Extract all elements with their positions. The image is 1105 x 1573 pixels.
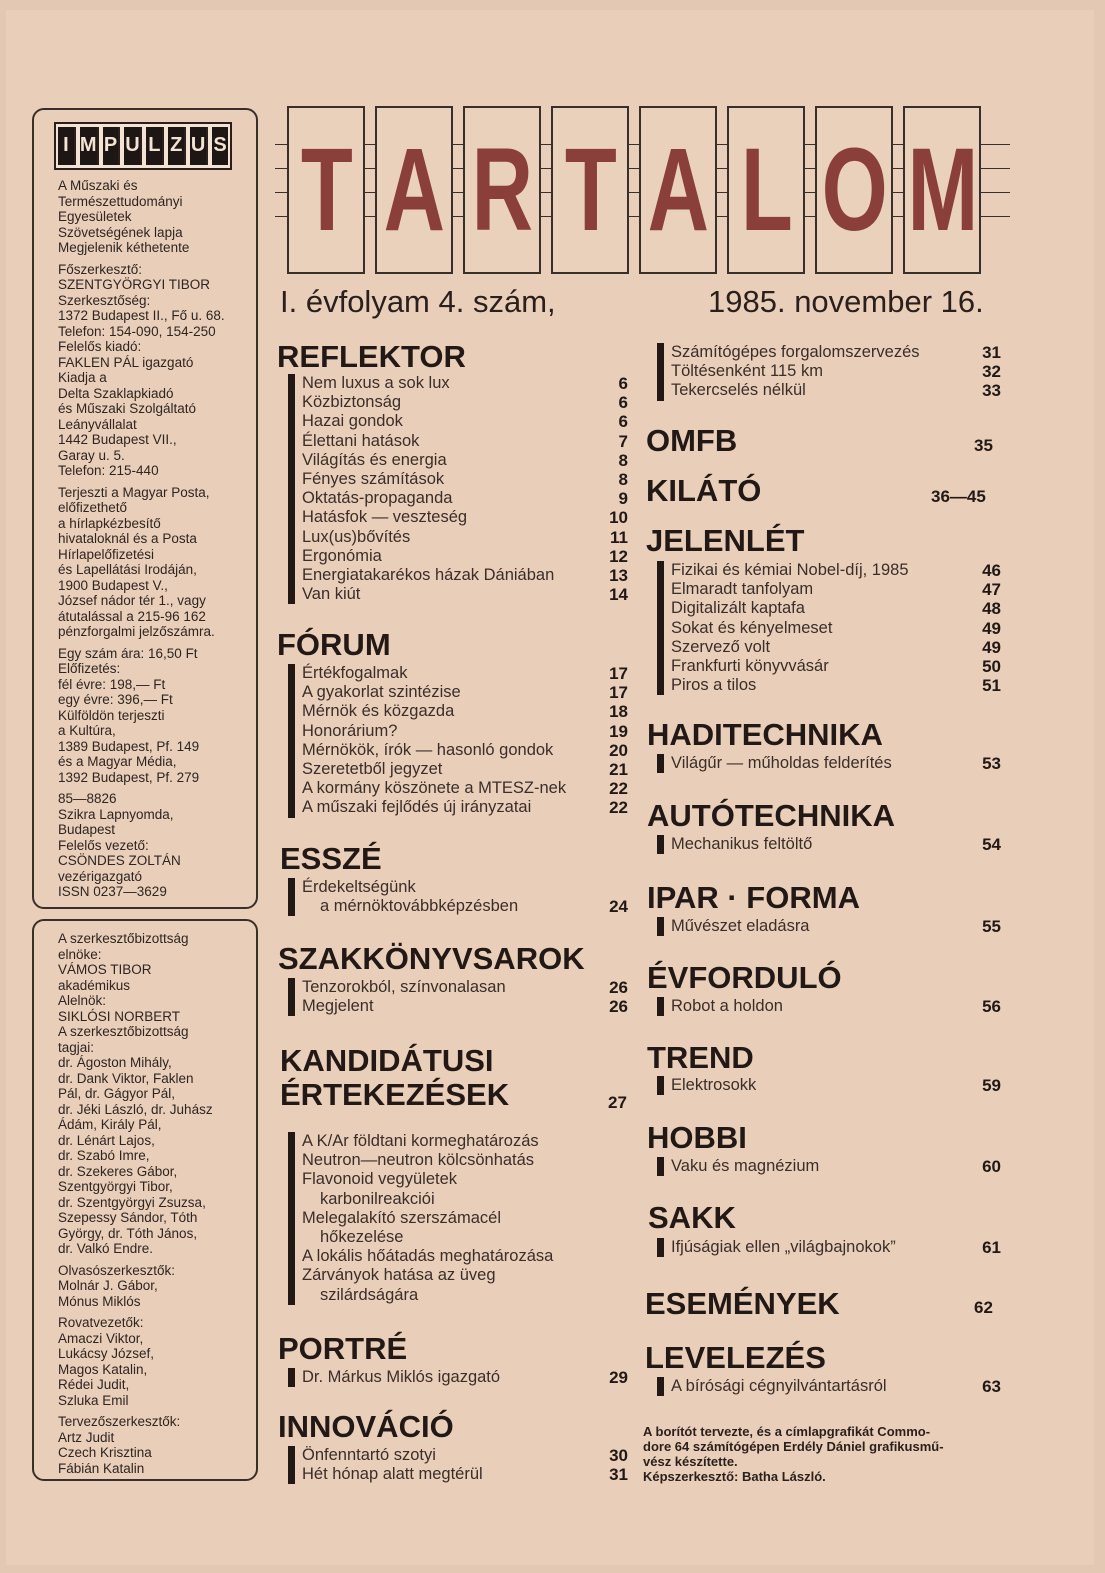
section-forum: FÓRUM <box>277 627 391 662</box>
toc-item[interactable]: Ifjúságiak ellen „világbajnokok” 61 <box>671 1238 1001 1257</box>
toc-item[interactable]: A gyakorlat szintézise 17 <box>302 683 628 703</box>
haditechnika-list <box>657 754 1001 773</box>
toc-item[interactable]: Zárványok hatása az üveg <box>302 1266 496 1285</box>
toc-item[interactable]: Ergonómia 12 <box>302 546 628 566</box>
title-letter: A <box>384 124 444 256</box>
toc-item[interactable]: Hatásfok — veszteség 10 <box>302 508 628 528</box>
toc-item[interactable]: Önfenntartó szotyi 30 <box>302 1446 628 1465</box>
credit-line: Képszerkesztő: Batha László. <box>643 1469 826 1484</box>
innovacio-list <box>288 1446 628 1484</box>
hobbi-list <box>657 1157 1001 1176</box>
page-number: 62 <box>974 1298 993 1317</box>
section-kandidatusi-2: ÉRTEKEZÉSEK <box>280 1077 510 1112</box>
toc-item[interactable]: Lux(us)bővítés 11 <box>302 527 628 547</box>
toc-item[interactable]: Nem luxus a sok lux 6 <box>302 374 628 393</box>
section-trend: TREND <box>647 1040 754 1075</box>
toc-item[interactable]: Mérnök és közgazda 18 <box>302 702 628 722</box>
board-box <box>32 919 258 1481</box>
kandidatusi-list <box>288 1132 628 1305</box>
toc-item[interactable]: Élettani hatások 7 <box>302 431 628 451</box>
toc-item[interactable]: A kormány köszönete a MTESZ-nek 22 <box>302 779 628 799</box>
toc-item[interactable]: A lokális hőátadás meghatározása <box>302 1247 554 1266</box>
title-letter: M <box>907 124 977 256</box>
section-levelezes: LEVELEZÉS <box>645 1340 826 1375</box>
impulzus-logo <box>54 122 232 170</box>
szakkonyv-list <box>288 978 628 1016</box>
toc-item[interactable]: Érdekeltségünk <box>302 878 416 896</box>
toc-item[interactable]: Hazai gondok 6 <box>302 412 628 432</box>
toc-item[interactable]: Világűr — műholdas felderítés 53 <box>671 754 1001 773</box>
title-tile <box>639 106 717 274</box>
toc-item[interactable]: A műszaki fejlődés új irányzatai 22 <box>302 798 628 818</box>
continued-list <box>657 343 1001 401</box>
toc-item[interactable]: Frankfurti könyvvásár 50 <box>671 657 1001 677</box>
section-evfordulo: ÉVFORDULÓ <box>647 960 842 995</box>
board-copy-editors: Olvasószerkesztők: Molnár J. Gábor, Mónus Miklós <box>58 1262 176 1309</box>
sakk-list <box>657 1238 1001 1257</box>
toc-item[interactable]: Vaku és magnézium 60 <box>671 1157 1001 1176</box>
section-szakkonyvsarok: SZAKKÖNYVSAROK <box>278 941 585 976</box>
logo-letter: I <box>58 127 76 165</box>
toc-item[interactable]: Megjelent 26 <box>302 997 628 1017</box>
section-reflektor: REFLEKTOR <box>277 339 466 374</box>
logo-letter: M <box>80 127 99 165</box>
logo-letter: S <box>212 127 228 165</box>
tartalom-title <box>275 106 1010 276</box>
title-letter: O <box>821 124 887 256</box>
board-members: A szerkesztőbizottság elnöke: VÁMOS TIBOR akadémikus Alelnök: SIKLÓSI NORBERT A szerkesztőbizottság tagjai: dr. Ágoston Mihály, dr. Dank Viktor, Faklen Pál, dr. Gágyor Pál, dr. Jéki László, dr. Juhász Ádám, Király Pál, dr. Lénárt Lajos, dr. Szabó Imre, dr. Szekeres Gábor, Szentgyörgyi Tibor, dr. Szentgyörgyi Zsuzsa, Szepessy Sándor, Tóth György, dr. Tóth János, dr. Valkó Endre. <box>58 931 213 1256</box>
issue-date: 1985. november 16. <box>708 284 984 319</box>
title-tile <box>815 106 893 274</box>
title-letter: A <box>648 124 708 256</box>
cover-credits <box>643 1424 1003 1484</box>
title-tile <box>551 106 629 274</box>
section-autotechnika: AUTÓTECHNIKA <box>647 798 895 833</box>
jelenlet-list <box>657 561 1001 695</box>
masthead-prices: Egy szám ára: 16,50 Ft Előfizetés: fél évre: 198,— Ft egy évre: 396,— Ft Külföldön terjeszti a Kultúra, 1389 Budapest, Pf. 149 és a Magyar Média, 1392 Budapest, Pf. 279 <box>58 645 200 785</box>
logo-letter: U <box>124 127 142 165</box>
masthead-printer: 85—8826 Szikra Lapnyomda, Budapest Felelős vezető: CSÖNDES ZOLTÁN vezérigazgató ISSN 0237—3629 <box>58 791 181 899</box>
title-letter: T <box>564 124 616 256</box>
toc-item[interactable]: Töltésenként 115 km 32 <box>671 362 1001 382</box>
section-portre: PORTRÉ <box>278 1331 408 1366</box>
toc-item[interactable]: Neutron—neutron kölcsönhatás <box>302 1151 535 1170</box>
logo-letter: Z <box>168 127 186 165</box>
toc-item[interactable]: Melegalakító szerszámacél <box>302 1208 501 1227</box>
toc-item[interactable]: Mérnökök, írók — hasonló gondok 20 <box>302 740 628 760</box>
section-innovacio: INNOVÁCIÓ <box>278 1409 454 1444</box>
section-haditechnika: HADITECHNIKA <box>647 717 883 752</box>
evfordulo-list <box>657 997 1001 1016</box>
logo-letter: L <box>146 127 164 165</box>
title-tile <box>903 106 981 274</box>
section-esemenyek: ESEMÉNYEK <box>645 1286 840 1321</box>
toc-item[interactable]: Digitalizált kaptafa 48 <box>671 599 1001 619</box>
page-number: 35 <box>974 436 993 455</box>
masthead-distribution: Terjeszti a Magyar Posta, előfizethető a hírlapkézbesítő hivataloknál és a Posta Hírlapelőfizetési és Lapellátási Irodáján, 1900 Budapest V., József nádor tér 1., vagy átutalással a 215-96 162 pénzforgalmi jelzőszámra. <box>58 484 215 639</box>
section-kandidatusi-1: KANDIDÁTUSI <box>280 1043 494 1078</box>
toc-item[interactable]: Mechanikus feltöltő 54 <box>671 835 1001 854</box>
levelezes-list <box>657 1377 1001 1396</box>
toc-item[interactable]: Közbiztonság 6 <box>302 393 628 413</box>
toc-item[interactable]: hőkezelése <box>320 1228 404 1247</box>
title-tile <box>463 106 541 274</box>
masthead-box <box>32 108 258 909</box>
section-essze: ESSZÉ <box>280 841 382 876</box>
credit-line: vész készítette. <box>643 1454 738 1469</box>
toc-item[interactable]: Flavonoid vegyületek <box>302 1170 458 1189</box>
title-tile <box>375 106 453 274</box>
toc-item[interactable]: Dr. Márkus Miklós igazgató 29 <box>302 1368 628 1387</box>
toc-item[interactable]: A K/Ar földtani kormeghatározás <box>302 1132 539 1150</box>
autotechnika-list <box>657 835 1001 854</box>
section-hobbi: HOBBI <box>647 1120 747 1155</box>
section-kilato: KILÁTÓ <box>646 473 762 508</box>
trend-list <box>657 1076 1001 1095</box>
toc-item[interactable]: Fényes számítások 8 <box>302 470 628 490</box>
reflektor-list <box>288 374 628 604</box>
page-number: 36—45 <box>931 487 986 506</box>
page-number: 27 <box>608 1093 627 1112</box>
toc-item[interactable]: Energiatakarékos házak Dániában 13 <box>302 566 628 586</box>
title-letter: R <box>472 124 532 256</box>
toc-item[interactable]: Fizikai és kémiai Nobel-díj, 1985 46 <box>671 561 1001 580</box>
section-ipar-forma: IPAR · FORMA <box>647 880 860 915</box>
masthead-publisher: A Műszaki és Természettudományi Egyesületek Szövetségének lapja Megjelenik kéthetente <box>58 178 190 255</box>
iparforma-list <box>657 917 1001 936</box>
toc-item[interactable]: karbonilreakciói <box>320 1189 435 1208</box>
section-omfb: OMFB <box>646 423 738 458</box>
toc-item[interactable]: A bírósági cégnyilvántartásról 63 <box>671 1377 1001 1396</box>
title-letter: T <box>300 124 352 256</box>
toc-item[interactable]: Piros a tilos 51 <box>671 676 1001 696</box>
toc-item[interactable]: Művészet eladásra 55 <box>671 917 1001 936</box>
section-jelenlet: JELENLÉT <box>646 523 805 558</box>
toc-item[interactable]: Elmaradt tanfolyam 47 <box>671 580 1001 600</box>
toc-item[interactable]: a mérnöktovábbképzésben 24 <box>320 897 628 917</box>
toc-item[interactable]: Szervező volt 49 <box>671 637 1001 657</box>
toc-item[interactable]: Értékfogalmak 17 <box>302 664 628 683</box>
forum-list <box>288 664 628 818</box>
toc-item[interactable]: Hét hónap alatt megtérül 31 <box>302 1465 628 1485</box>
toc-item[interactable]: Szeretetből jegyzet 21 <box>302 760 628 780</box>
essze-list <box>288 878 628 916</box>
credit-line: A borítót tervezte, és a címlapgrafikát Commo- <box>643 1424 931 1439</box>
logo-letter: U <box>190 127 208 165</box>
masthead-editors: Főszerkesztő: SZENTGYÖRGYI TIBOR Szerkesztőség: 1372 Budapest II., Fő u. 68. Telefon: 154-090, 154-250 Felelős kiadó: FAKLEN PÁL igazgató Kiadja a Delta Szaklapkiadó és Műszaki Szolgáltató Leányvállalat 1442 Budapest VII., Garay u. 5. Telefon: 215-440 <box>58 261 225 478</box>
toc-item[interactable]: Robot a holdon 56 <box>671 997 1001 1016</box>
section-sakk: SAKK <box>648 1200 736 1235</box>
toc-item[interactable]: Van kiút 14 <box>302 585 628 605</box>
toc-item[interactable]: Honorárium? 19 <box>302 721 628 741</box>
title-tile <box>727 106 805 274</box>
board-column-editors: Rovatvezetők: Amaczi Viktor, Lukácsy József, Magos Katalin, Rédei Judit, Szluka Emil <box>58 1315 155 1408</box>
toc-item[interactable]: Tekercselés nélkül 33 <box>671 381 1001 401</box>
toc-item[interactable]: Számítógépes forgalomszervezés 31 <box>671 343 1001 362</box>
logo-letter: P <box>103 127 121 165</box>
credit-line: dore 64 számítógépen Erdély Dániel grafikusmű- <box>643 1439 944 1454</box>
toc-item[interactable]: Elektrosokk 59 <box>671 1076 1001 1095</box>
toc-item[interactable]: szilárdságára <box>320 1285 419 1304</box>
title-tile <box>287 106 365 274</box>
title-letter: L <box>740 124 792 256</box>
issue-number: I. évfolyam 4. szám, <box>280 284 556 319</box>
toc-item[interactable]: Világítás és energia 8 <box>302 450 628 470</box>
board-designers: Tervezőszerkesztők: Artz Judit Czech Krisztina Fábián Katalin <box>58 1414 181 1476</box>
portre-list <box>288 1368 628 1387</box>
toc-item[interactable]: Sokat és kényelmeset 49 <box>671 618 1001 638</box>
toc-item[interactable]: Oktatás-propaganda 9 <box>302 489 628 509</box>
toc-item[interactable]: Tenzorokból, színvonalasan 26 <box>302 978 628 997</box>
